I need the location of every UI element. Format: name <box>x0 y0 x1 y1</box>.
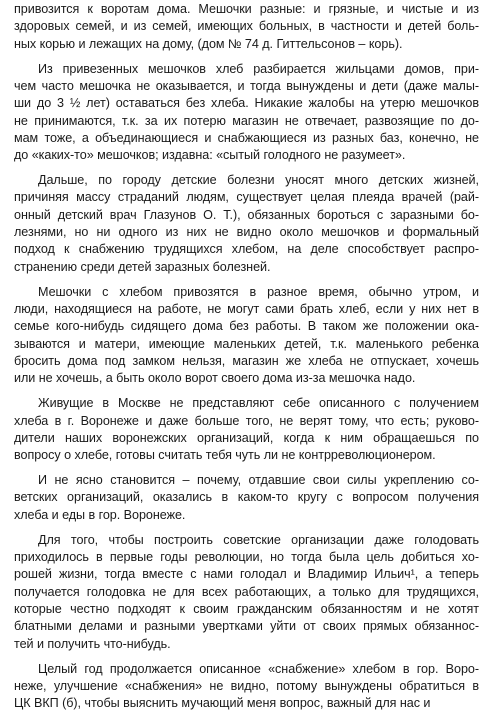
text-line: странению среди детей заразных болезней. <box>14 259 271 274</box>
text-line: Из привезенных мешочков хлеб разбирается жильцами домов, при- <box>38 61 479 76</box>
text-line: люди, находящиеся на работе, не могут сами брать хлеб, если у них нет в <box>14 302 479 316</box>
text-line: Мешочки с хлебом привозятся в разное время, обычно утром, и <box>38 284 479 299</box>
text-line: зываются и матери, имеющие маленьких детей, т.к. маленького ребенка <box>14 336 479 351</box>
text-line: здоровых семей, и из семей, имеющих больных, в частности и детей боль- <box>14 19 479 34</box>
text-line: привозится к воротам дома. Мешочки разные: и грязные, и чистые и из <box>14 2 479 16</box>
text-line: Живущие в Москве не представляют себе описанного с получением <box>38 396 479 411</box>
paragraph <box>14 61 479 165</box>
text-line: мам тоже, а объединающиеся и снабжающиеся из разных баз, конечно, не <box>14 130 479 145</box>
text-line: онный детский врач Глазунов О. Т.), обязанных бороться с заразными бо- <box>14 207 479 222</box>
text-line: приходилось в первые годы революции, но тогда была цель добиться хо- <box>14 549 479 564</box>
text-line: чем часто мешочка не оказывается, и тогда вынуждены и дети (даже малы- <box>14 78 479 93</box>
text-line: которые честно подходят к своим гражданским обязанностям и не хотят <box>14 602 479 616</box>
text-line: тей и получить что-нибудь. <box>14 636 171 651</box>
text-line: причиняя массу страданий людям, существует целая плеяда врачей (рай- <box>14 190 479 205</box>
text-line: Для того, чтобы построить советские организации даже голодовать <box>38 532 479 547</box>
text-line: И не ясно становится – почему, отдавшие свои силы укреплению со- <box>38 473 479 488</box>
text-line: или не хочешь, а быть около ворот своего дома из-за мешочка надо. <box>14 371 416 386</box>
text-line: хлеба в г. Воронеже и даже больше того, не верят тому, что есть; руково- <box>14 413 479 428</box>
text-line: рошей жизни, тогда вместе с нами голодал и Владимир Ильич¹, а теперь <box>14 567 479 582</box>
text-line: семье кого-нибудь сидящего дома без работы. В таком же положении ока- <box>14 319 479 334</box>
text-line: неже, улучшение «снабжения» не видно, потому вынуждены обратиться в <box>14 678 479 693</box>
paragraph <box>14 395 479 464</box>
paragraph <box>14 284 479 388</box>
text-line: лезнями, но ни одного из них не видно около мешочков и формальный <box>14 225 479 240</box>
text-line: Целый год продолжается описанное «снабжение» хлебом в гор. Воро- <box>38 661 479 676</box>
text-line: ветских организаций, оказались в каком-то кругу с вопросом получения <box>14 490 479 505</box>
text-line: до «каких-то» мешочков; издавна: «сытый голодного не разумеет». <box>14 148 406 163</box>
text-line: блатными делами и разными увертками уйти от своих прямых обязаннос- <box>14 619 479 634</box>
text-line: хлеба и еды в гор. Воронеже. <box>14 507 186 522</box>
text-line: вопросу о хлебе, готовы считать тебя чуть ли не контрреволюционером. <box>14 448 436 463</box>
text-line: ши до 3 ½ лет) оставаться без хлеба. Никакие жалобы на утерю мешочков <box>14 96 479 111</box>
text-line: ЦК ВКП (б), чтобы выяснить мучающий меня вопрос, важный для нас и <box>14 696 431 711</box>
text-line: дители наших воронежских организаций, когда к ним обращаешься по <box>14 430 479 445</box>
paragraph <box>14 532 479 653</box>
text-line: подход к снабжению трудящихся хлебом, на деле способствует распро- <box>14 242 479 257</box>
paragraph <box>14 472 479 524</box>
text-line: получается голодовка не для всех работающих, а только для трудящихся, <box>14 584 479 599</box>
text-line: бросить дома под замком нельзя, магазин же хлеба не отпускает, хочешь <box>14 354 479 369</box>
text-line: не принимаются, т.к. за их потерю магазин не отвечает, развозящие по до- <box>14 113 479 128</box>
text-line: ных корью и лежащих на дому, (дом № 74 д. Гиттельсонов – корь). <box>14 36 403 51</box>
paragraph <box>14 661 479 713</box>
paragraph <box>14 172 479 276</box>
paragraph <box>14 1 479 53</box>
text-line: Дальше, по городу детские болезни уносят много детских жизней, <box>38 173 479 188</box>
